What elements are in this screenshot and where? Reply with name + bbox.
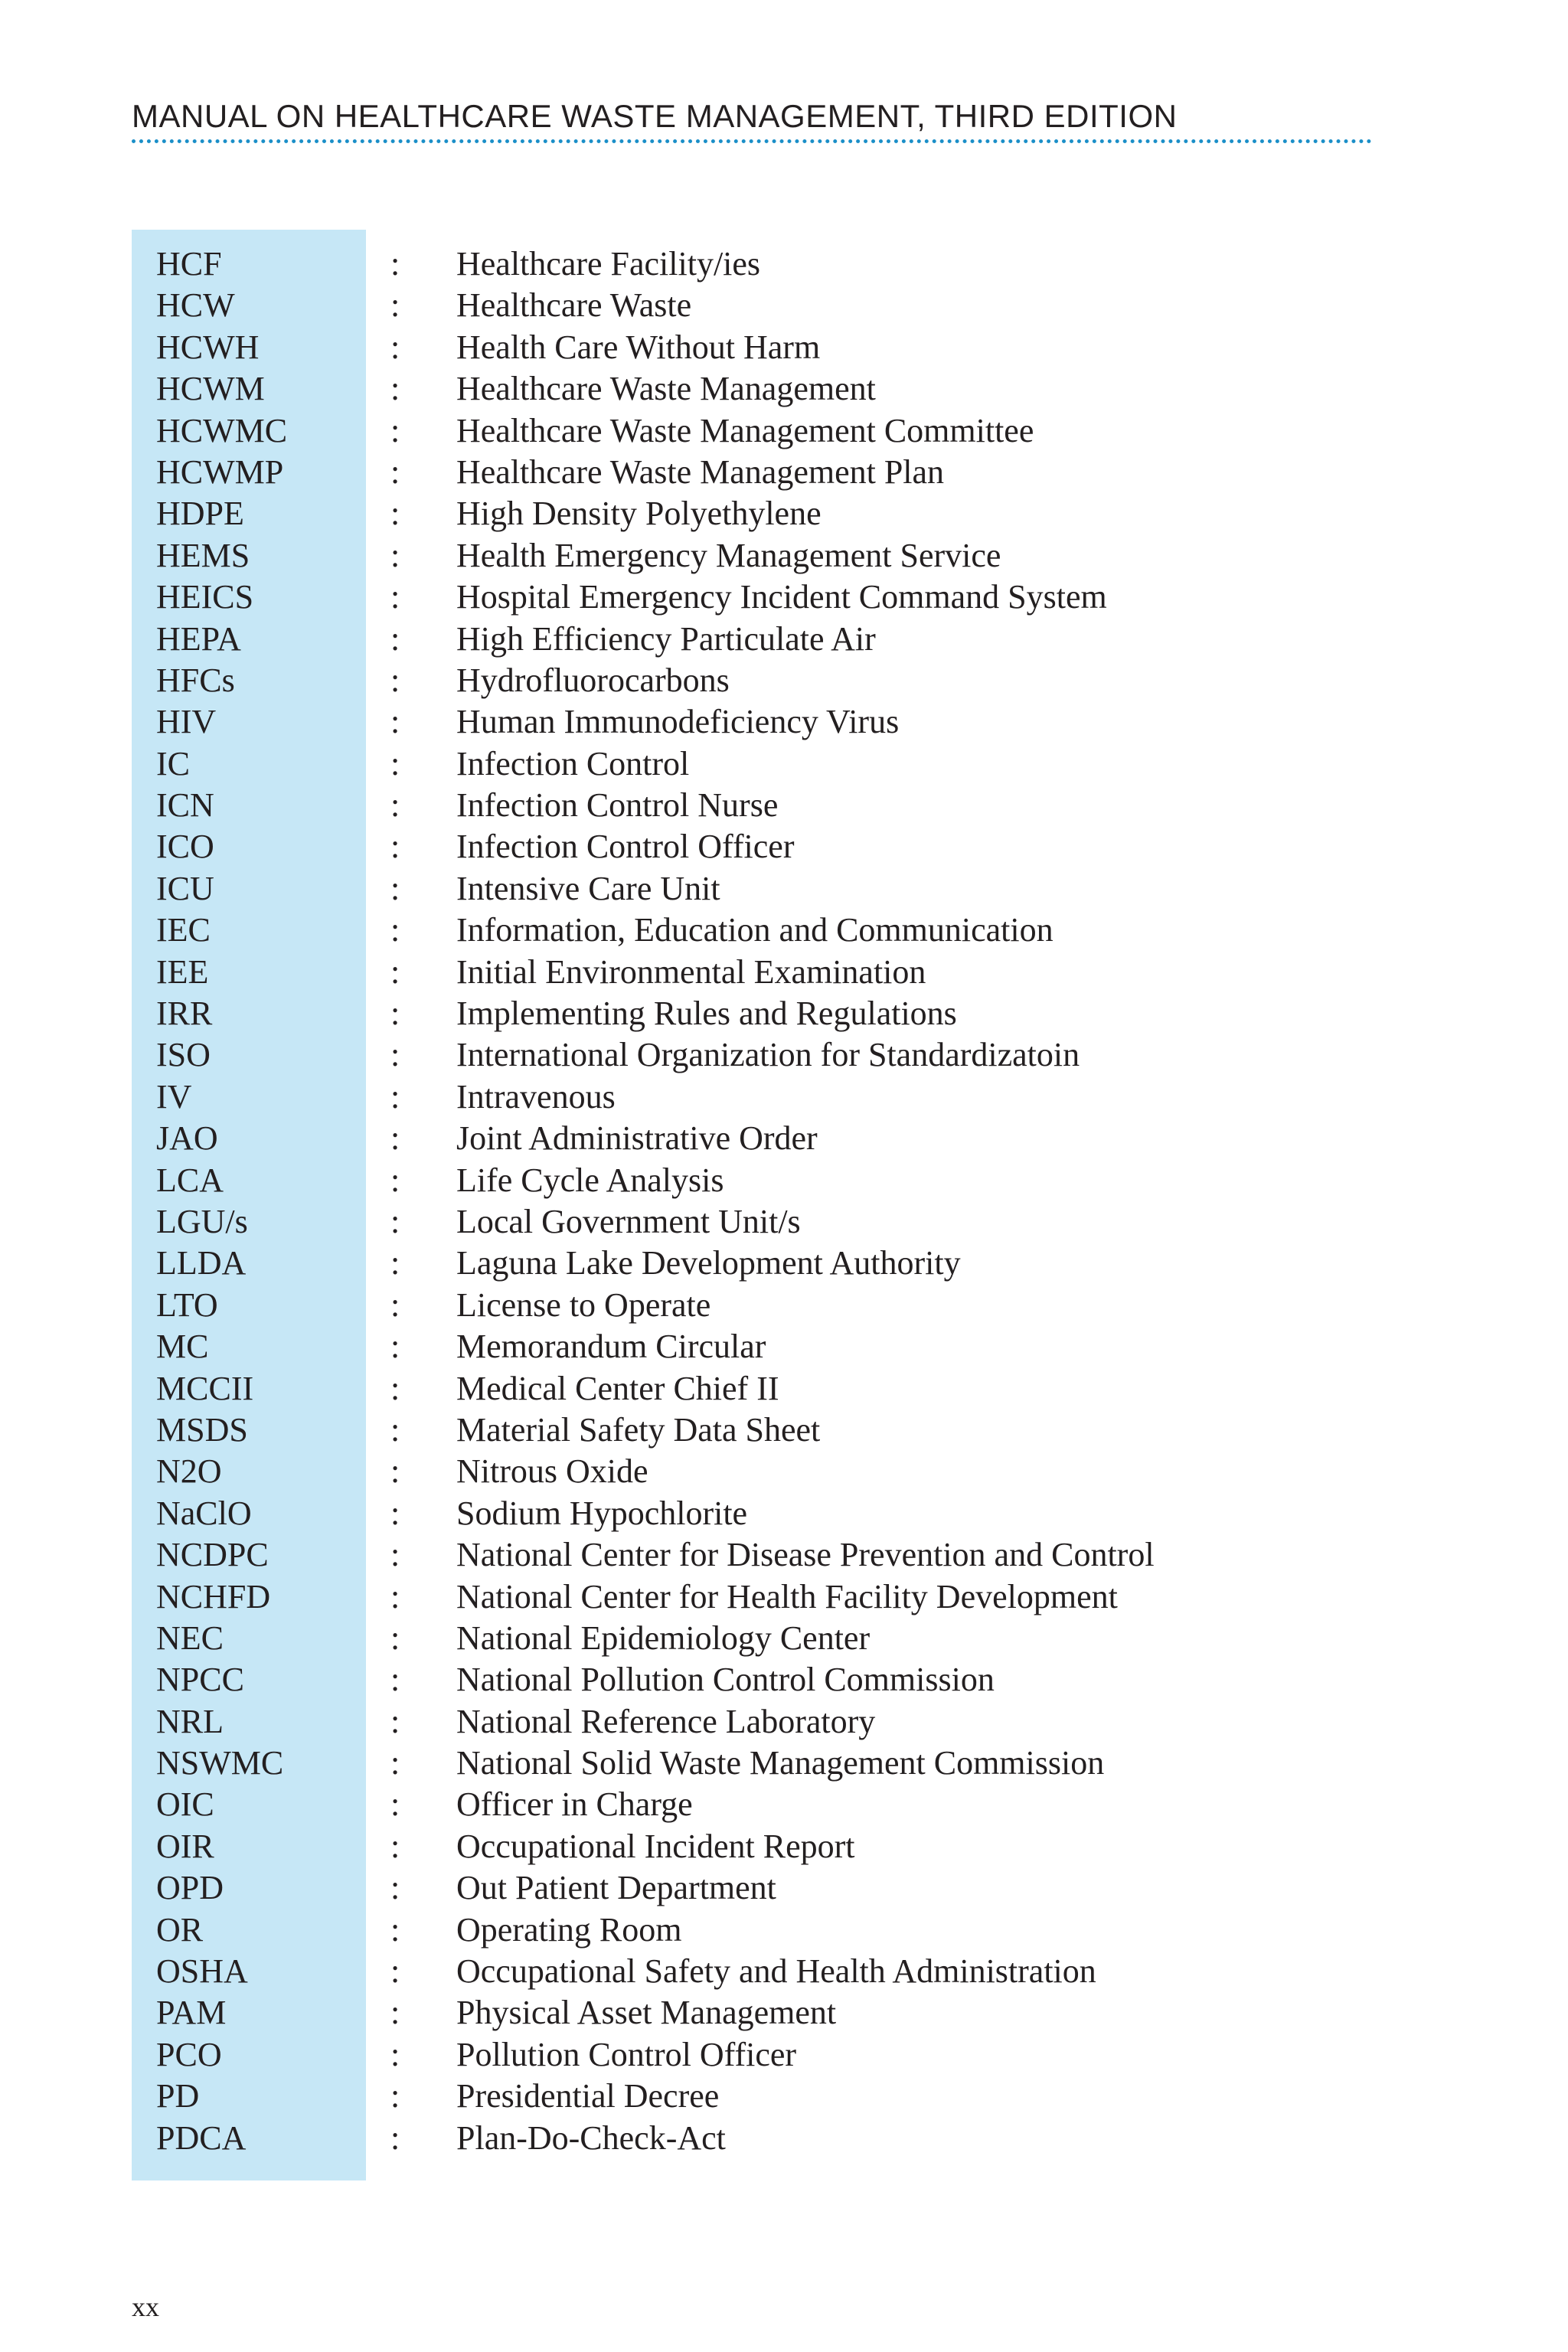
abbreviation-definition: Initial Environmental Examination bbox=[456, 952, 926, 991]
abbreviation-definition: Life Cycle Analysis bbox=[456, 1161, 724, 1199]
abbreviation-term: HDPE bbox=[156, 495, 244, 533]
abbreviation-term: JAO bbox=[156, 1119, 218, 1158]
abbreviation-definition: Health Emergency Management Service bbox=[456, 536, 1001, 574]
abbreviation-term: ICU bbox=[156, 869, 214, 907]
abbreviation-term: NPCC bbox=[156, 1661, 244, 1699]
abbreviation-separator: : bbox=[390, 995, 400, 1033]
abbreviation-definition: Healthcare Facility/ies bbox=[456, 245, 761, 283]
abbreviation-definition: Infection Control bbox=[456, 744, 690, 782]
abbreviation-term: OIC bbox=[156, 1785, 214, 1824]
abbreviation-definition: National Solid Waste Management Commission bbox=[456, 1744, 1105, 1782]
abbreviation-row bbox=[0, 701, 1568, 743]
abbreviation-separator: : bbox=[390, 1244, 400, 1282]
abbreviation-list bbox=[0, 243, 1568, 2159]
abbreviation-definition: Plan-Do-Check-Act bbox=[456, 2118, 726, 2157]
abbreviation-definition: Occupational Incident Report bbox=[456, 1827, 855, 1865]
abbreviation-separator: : bbox=[390, 411, 400, 449]
abbreviation-row bbox=[0, 493, 1568, 534]
abbreviation-term: HCW bbox=[156, 286, 235, 325]
abbreviation-term: LCA bbox=[156, 1161, 224, 1199]
abbreviation-separator: : bbox=[390, 370, 400, 408]
abbreviation-separator: : bbox=[390, 1369, 400, 1407]
abbreviation-separator: : bbox=[390, 536, 400, 574]
abbreviation-definition: Out Patient Department bbox=[456, 1869, 776, 1907]
abbreviation-term: MC bbox=[156, 1328, 209, 1366]
abbreviation-term: PD bbox=[156, 2077, 200, 2115]
abbreviation-separator: : bbox=[390, 495, 400, 533]
abbreviation-definition: National Center for Health Facility Development bbox=[456, 1577, 1118, 1615]
abbreviation-definition: Physical Asset Management bbox=[456, 1994, 837, 2032]
abbreviation-row bbox=[0, 1826, 1568, 1867]
abbreviation-separator: : bbox=[390, 1410, 400, 1449]
abbreviation-row bbox=[0, 285, 1568, 326]
abbreviation-term: HEICS bbox=[156, 578, 254, 616]
abbreviation-row bbox=[0, 868, 1568, 910]
abbreviation-separator: : bbox=[390, 1161, 400, 1199]
abbreviation-term: IEE bbox=[156, 952, 209, 991]
abbreviation-separator: : bbox=[390, 828, 400, 866]
abbreviation-row bbox=[0, 1534, 1568, 1576]
abbreviation-separator: : bbox=[390, 2118, 400, 2157]
abbreviation-term: HCWH bbox=[156, 328, 260, 366]
abbreviation-separator: : bbox=[390, 1827, 400, 1865]
abbreviation-row bbox=[0, 1992, 1568, 2034]
abbreviation-definition: License to Operate bbox=[456, 1285, 711, 1324]
abbreviation-separator: : bbox=[390, 911, 400, 949]
abbreviation-term: IV bbox=[156, 1077, 192, 1116]
abbreviation-definition: Hydrofluorocarbons bbox=[456, 661, 730, 699]
abbreviation-row bbox=[0, 1493, 1568, 1534]
abbreviation-definition: Implementing Rules and Regulations bbox=[456, 995, 957, 1033]
abbreviation-separator: : bbox=[390, 1285, 400, 1324]
abbreviation-separator: : bbox=[390, 869, 400, 907]
abbreviation-term: OIR bbox=[156, 1827, 214, 1865]
abbreviation-row bbox=[0, 1201, 1568, 1243]
abbreviation-row bbox=[0, 1951, 1568, 1992]
abbreviation-separator: : bbox=[390, 1452, 400, 1491]
abbreviation-row bbox=[0, 619, 1568, 660]
abbreviation-definition: Material Safety Data Sheet bbox=[456, 1410, 821, 1449]
abbreviation-row bbox=[0, 1618, 1568, 1659]
abbreviation-definition: International Organization for Standardizatoin bbox=[456, 1036, 1080, 1074]
abbreviation-term: ICO bbox=[156, 828, 214, 866]
abbreviation-term: NRL bbox=[156, 1702, 224, 1740]
abbreviation-row bbox=[0, 577, 1568, 618]
abbreviation-separator: : bbox=[390, 1869, 400, 1907]
abbreviation-separator: : bbox=[390, 1661, 400, 1699]
abbreviation-separator: : bbox=[390, 703, 400, 741]
abbreviation-separator: : bbox=[390, 1619, 400, 1657]
abbreviation-term: IRR bbox=[156, 995, 213, 1033]
abbreviation-term: NaClO bbox=[156, 1494, 252, 1532]
abbreviation-row bbox=[0, 1867, 1568, 1909]
abbreviation-separator: : bbox=[390, 1077, 400, 1116]
abbreviation-row bbox=[0, 743, 1568, 785]
abbreviation-term: LLDA bbox=[156, 1244, 247, 1282]
abbreviation-row bbox=[0, 660, 1568, 701]
abbreviation-term: IEC bbox=[156, 911, 211, 949]
abbreviation-row bbox=[0, 1576, 1568, 1618]
abbreviation-term: HCF bbox=[156, 245, 222, 283]
abbreviation-term: ICN bbox=[156, 786, 214, 825]
abbreviation-definition: High Density Polyethylene bbox=[456, 495, 822, 533]
abbreviation-definition: Intensive Care Unit bbox=[456, 869, 720, 907]
abbreviation-definition: Memorandum Circular bbox=[456, 1328, 766, 1366]
abbreviation-separator: : bbox=[390, 1119, 400, 1158]
abbreviation-separator: : bbox=[390, 786, 400, 825]
abbreviation-term: OR bbox=[156, 1910, 204, 1949]
abbreviation-row bbox=[0, 785, 1568, 826]
header-dotted-rule bbox=[132, 139, 1372, 143]
abbreviation-row bbox=[0, 993, 1568, 1034]
abbreviation-row bbox=[0, 826, 1568, 867]
abbreviation-row bbox=[0, 952, 1568, 993]
abbreviation-row bbox=[0, 1701, 1568, 1743]
abbreviation-definition: Pollution Control Officer bbox=[456, 2035, 797, 2073]
abbreviation-term: MSDS bbox=[156, 1410, 248, 1449]
abbreviation-definition: Local Government Unit/s bbox=[456, 1202, 801, 1240]
abbreviation-row bbox=[0, 1410, 1568, 1451]
abbreviation-separator: : bbox=[390, 1202, 400, 1240]
abbreviation-term: PCO bbox=[156, 2035, 222, 2073]
abbreviation-term: HIV bbox=[156, 703, 217, 741]
abbreviation-separator: : bbox=[390, 1328, 400, 1366]
abbreviation-definition: Laguna Lake Development Authority bbox=[456, 1244, 961, 1282]
abbreviation-term: LGU/s bbox=[156, 1202, 248, 1240]
abbreviation-row bbox=[0, 1118, 1568, 1159]
abbreviation-row bbox=[0, 452, 1568, 493]
abbreviation-definition: National Reference Laboratory bbox=[456, 1702, 876, 1740]
abbreviation-term: NCHFD bbox=[156, 1577, 271, 1615]
abbreviation-definition: Infection Control Officer bbox=[456, 828, 795, 866]
abbreviation-separator: : bbox=[390, 1744, 400, 1782]
abbreviation-definition: Joint Administrative Order bbox=[456, 1119, 818, 1158]
running-header: MANUAL ON HEALTHCARE WASTE MANAGEMENT, THIRD EDITION bbox=[132, 98, 1178, 134]
abbreviation-definition: National Center for Disease Prevention and Control bbox=[456, 1536, 1155, 1574]
abbreviation-definition: Healthcare Waste Management bbox=[456, 370, 876, 408]
abbreviation-term: ISO bbox=[156, 1036, 211, 1074]
abbreviation-definition: Intravenous bbox=[456, 1077, 616, 1116]
abbreviation-definition: Nitrous Oxide bbox=[456, 1452, 648, 1491]
abbreviation-definition: Healthcare Waste bbox=[456, 286, 692, 325]
abbreviation-separator: : bbox=[390, 2035, 400, 2073]
abbreviation-row bbox=[0, 327, 1568, 368]
abbreviation-separator: : bbox=[390, 952, 400, 991]
abbreviation-definition: Presidential Decree bbox=[456, 2077, 720, 2115]
abbreviation-row bbox=[0, 1784, 1568, 1825]
abbreviation-row bbox=[0, 535, 1568, 577]
abbreviation-definition: Officer in Charge bbox=[456, 1785, 693, 1824]
abbreviation-definition: Human Immunodeficiency Virus bbox=[456, 703, 900, 741]
abbreviation-separator: : bbox=[390, 1577, 400, 1615]
abbreviation-row bbox=[0, 410, 1568, 452]
abbreviation-term: MCCII bbox=[156, 1369, 254, 1407]
abbreviation-term: OSHA bbox=[156, 1952, 248, 1991]
abbreviation-term: HEPA bbox=[156, 619, 241, 658]
abbreviation-term: PDCA bbox=[156, 2118, 247, 2157]
abbreviation-definition: Healthcare Waste Management Plan bbox=[456, 452, 945, 491]
abbreviation-definition: Infection Control Nurse bbox=[456, 786, 779, 825]
abbreviation-row bbox=[0, 243, 1568, 285]
abbreviation-separator: : bbox=[390, 245, 400, 283]
abbreviation-definition: Occupational Safety and Health Administration bbox=[456, 1952, 1096, 1991]
abbreviation-separator: : bbox=[390, 1910, 400, 1949]
page-number: xx bbox=[132, 2292, 159, 2322]
abbreviation-row bbox=[0, 2118, 1568, 2159]
abbreviation-separator: : bbox=[390, 452, 400, 491]
abbreviation-separator: : bbox=[390, 1702, 400, 1740]
abbreviation-separator: : bbox=[390, 1536, 400, 1574]
abbreviation-term: HCWMC bbox=[156, 411, 288, 449]
abbreviation-row bbox=[0, 368, 1568, 410]
abbreviation-row bbox=[0, 1285, 1568, 1326]
abbreviation-definition: Sodium Hypochlorite bbox=[456, 1494, 748, 1532]
abbreviation-definition: National Pollution Control Commission bbox=[456, 1661, 995, 1699]
abbreviation-separator: : bbox=[390, 1952, 400, 1991]
abbreviation-term: IC bbox=[156, 744, 190, 782]
abbreviation-row bbox=[0, 910, 1568, 951]
abbreviation-separator: : bbox=[390, 328, 400, 366]
abbreviation-row bbox=[0, 1034, 1568, 1076]
abbreviation-row bbox=[0, 1743, 1568, 1784]
abbreviation-separator: : bbox=[390, 744, 400, 782]
abbreviation-definition: Hospital Emergency Incident Command System bbox=[456, 578, 1107, 616]
abbreviation-row bbox=[0, 1909, 1568, 1951]
abbreviation-term: N2O bbox=[156, 1452, 222, 1491]
abbreviation-definition: Information, Education and Communication bbox=[456, 911, 1054, 949]
abbreviation-row bbox=[0, 1076, 1568, 1118]
abbreviation-row bbox=[0, 1659, 1568, 1700]
abbreviation-term: OPD bbox=[156, 1869, 224, 1907]
abbreviation-term: LTO bbox=[156, 1285, 218, 1324]
abbreviation-separator: : bbox=[390, 2077, 400, 2115]
abbreviation-definition: Healthcare Waste Management Committee bbox=[456, 411, 1034, 449]
abbreviation-row bbox=[0, 1451, 1568, 1492]
abbreviation-separator: : bbox=[390, 1036, 400, 1074]
abbreviation-term: HEMS bbox=[156, 536, 250, 574]
abbreviation-separator: : bbox=[390, 619, 400, 658]
abbreviation-separator: : bbox=[390, 578, 400, 616]
abbreviation-row bbox=[0, 2034, 1568, 2076]
abbreviation-definition: National Epidemiology Center bbox=[456, 1619, 871, 1657]
abbreviation-definition: Health Care Without Harm bbox=[456, 328, 821, 366]
abbreviation-separator: : bbox=[390, 286, 400, 325]
abbreviation-definition: High Efficiency Particulate Air bbox=[456, 619, 876, 658]
abbreviation-row bbox=[0, 1243, 1568, 1284]
abbreviation-separator: : bbox=[390, 1785, 400, 1824]
abbreviation-term: NCDPC bbox=[156, 1536, 269, 1574]
abbreviation-term: NEC bbox=[156, 1619, 224, 1657]
abbreviation-row bbox=[0, 1326, 1568, 1367]
abbreviation-separator: : bbox=[390, 1994, 400, 2032]
abbreviation-term: HCWMP bbox=[156, 452, 284, 491]
abbreviation-definition: Medical Center Chief II bbox=[456, 1369, 779, 1407]
abbreviation-term: PAM bbox=[156, 1994, 227, 2032]
abbreviation-definition: Operating Room bbox=[456, 1910, 682, 1949]
abbreviation-separator: : bbox=[390, 1494, 400, 1532]
abbreviation-term: NSWMC bbox=[156, 1744, 284, 1782]
abbreviation-term: HFCs bbox=[156, 661, 235, 699]
abbreviation-separator: : bbox=[390, 661, 400, 699]
abbreviation-row bbox=[0, 1160, 1568, 1201]
abbreviation-row bbox=[0, 2076, 1568, 2117]
abbreviation-row bbox=[0, 1368, 1568, 1410]
abbreviation-term: HCWM bbox=[156, 370, 265, 408]
